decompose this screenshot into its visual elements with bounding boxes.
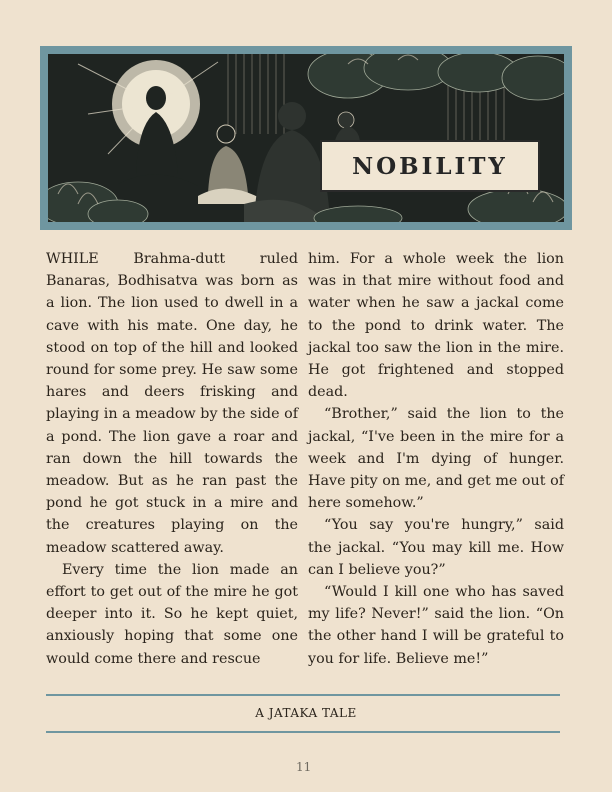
paragraph: WHILE Brahma-dutt ruled Banaras, Bodhisatva was born as a lion. The lion used to dwell in a cave with his mate. One day, he stood on top of the hill and looked round for some prey. He saw some hares and deers frisking and playing in a meadow by the side of a pond. The lion gave a roar and ran down the hill towards the meadow. But as he ran past the pond he got stuck in a mire and the creatures playing on the meadow scattered away. [46,251,298,556]
title-illustration-banner [40,46,572,230]
illustration [48,54,564,222]
paragraph: Every time the lion made an effort to get out of the mire he got deeper into it. So he kept quiet, anxiously hoping that some one would come there and rescue [46,561,298,667]
paragraph: “You say you're hungry,” said the jackal. “You may kill me. How can I believe you?” [308,517,564,578]
paragraph: “Would I kill one who has saved my life? Never!” said the lion. “On the other hand I will be grateful to you for life. Believe me!” [308,584,564,667]
right-text-column [308,248,564,670]
story-title: NOBILITY [352,152,508,180]
paragraph: “Brother,” said the lion to the jackal, “I've been in the mire for a week and I'm dying of hunger. Have pity on me, and get me out of here somehow.” [308,406,564,512]
footer-rule-top [46,694,560,696]
footer-label: A JATAKA TALE [255,706,357,720]
footer-rule-bottom [46,731,560,733]
left-text-column [46,248,298,670]
illustration-art [48,54,564,222]
page-number: 11 [296,760,312,774]
paragraph: him. For a whole week the lion was in that mire without food and water when he saw a jackal come to the pond to drink water. The jackal too saw the lion in the mire. He got frightened and stopped dead. [308,251,564,401]
title-box [320,140,540,192]
